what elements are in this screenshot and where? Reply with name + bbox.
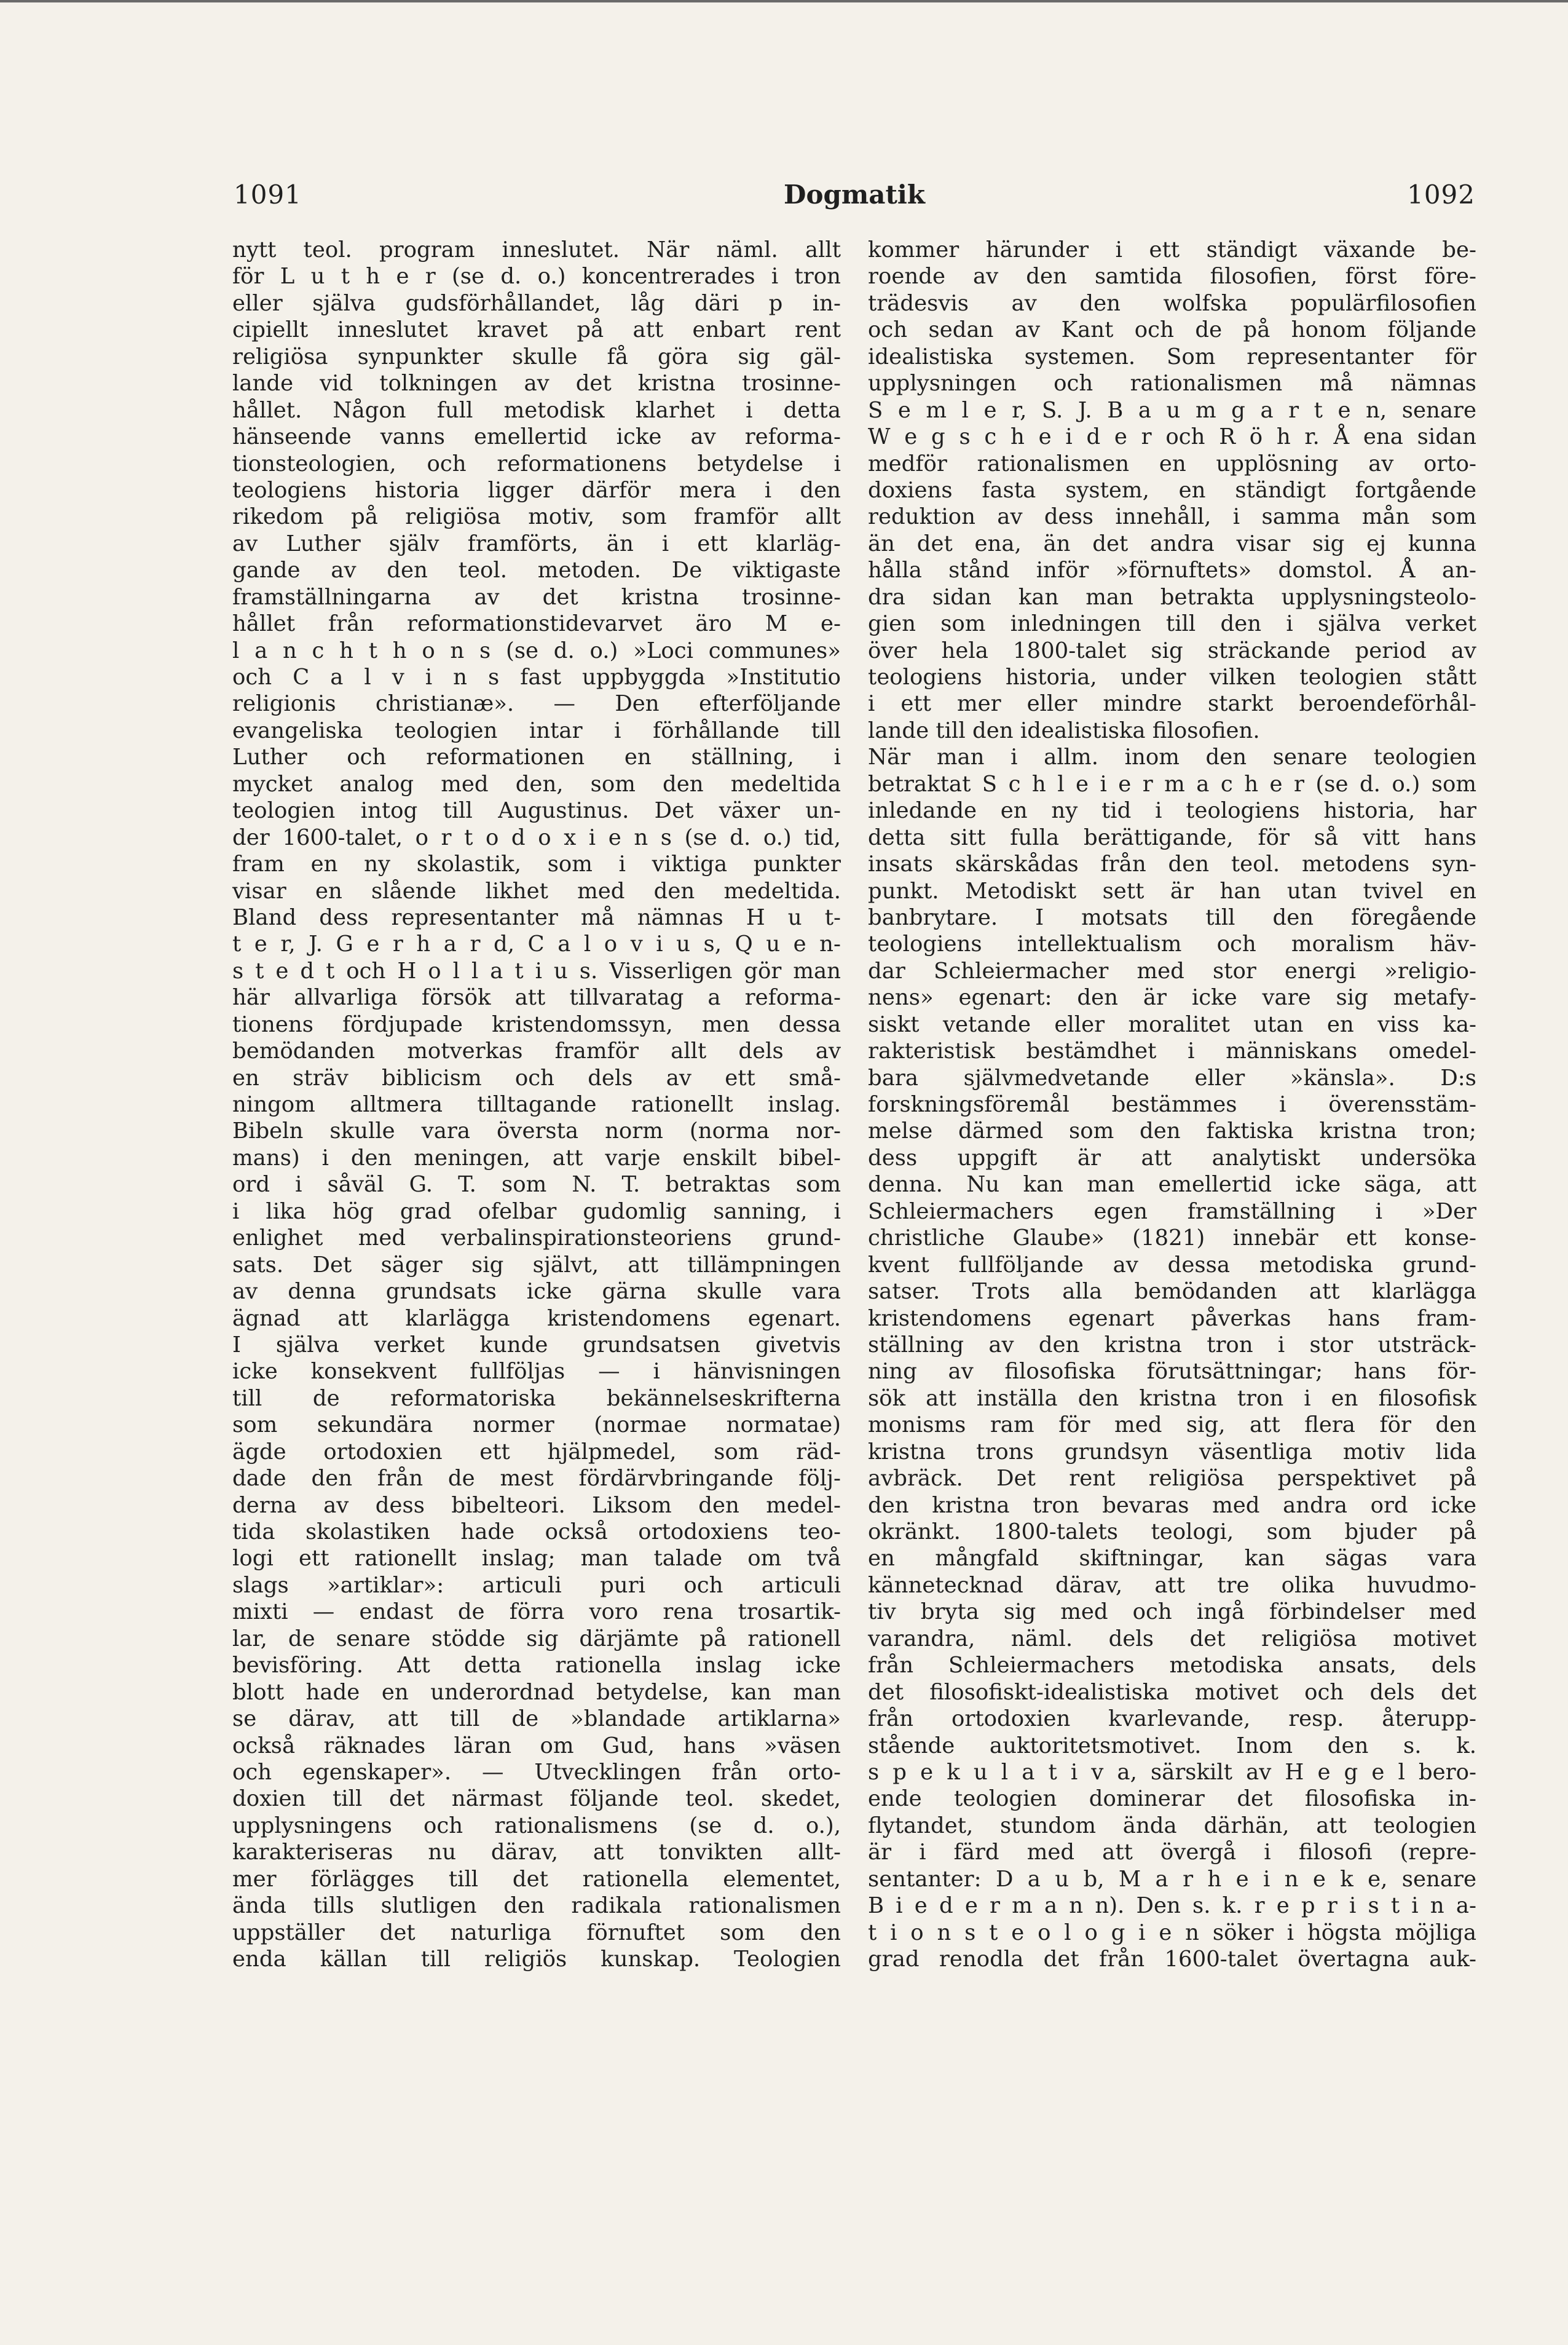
- text-line: ställning av den kristna tron i stor utsträck-: [868, 1332, 1476, 1358]
- text-line: ända tills slutligen den radikala rationalismen: [232, 1893, 841, 1919]
- text-line: här allvarliga försök att tillvaratag a reforma-: [232, 985, 841, 1011]
- text-line: punkt. Metodiskt sett är han utan tvivel en: [868, 878, 1476, 904]
- text-line: från ortodoxien kvarlevande, resp. återupp-: [868, 1706, 1476, 1732]
- text-line: slags »artiklar»: articuli puri och articuli: [232, 1572, 841, 1598]
- text-line: betraktat S c h l e i e r m a c h e r (se d. o.) som: [868, 771, 1476, 797]
- text-line: dade den från de mest fördärvbringande följ-: [232, 1466, 841, 1492]
- text-line: sentanter: D a u b, M a r h e i n e k e, senare: [868, 1866, 1476, 1892]
- text-line: ägde ortodoxien ett hjälpmedel, som räd-: [232, 1439, 841, 1465]
- text-line: blott hade en underordnad betydelse, kan man: [232, 1679, 841, 1705]
- text-line: s t e d t och H o l l a t i u s. Visserligen gör man: [232, 958, 841, 984]
- text-line: ord i såväl G. T. som N. T. betraktas som: [232, 1172, 841, 1198]
- text-line: stående auktoritetsmotivet. Inom den s. k.: [868, 1733, 1476, 1758]
- text-line: kristendomens egenart påverkas hans fram-: [868, 1305, 1476, 1331]
- text-line: i ett mer eller mindre starkt beroendeförhål-: [868, 691, 1476, 717]
- text-line: dess uppgift är att analytiskt undersöka: [868, 1145, 1476, 1171]
- text-line: det filosofiskt-idealistiska motivet och dels det: [868, 1679, 1476, 1705]
- text-line: medför rationalismen en upplösning av orto-: [868, 451, 1476, 477]
- text-line: hållet. Någon full metodisk klarhet i detta: [232, 397, 841, 423]
- text-line: visar en slående likhet med den medeltida.: [232, 878, 841, 904]
- text-line: flytandet, stundom ända därhän, att teologien: [868, 1813, 1476, 1838]
- text-line: denna. Nu kan man emellertid icke säga, att: [868, 1172, 1476, 1198]
- text-line: uppställer det naturliga förnuftet som den: [232, 1920, 841, 1945]
- text-line: Bibeln skulle vara översta norm (norma nor-: [232, 1118, 841, 1144]
- text-line: religiösa synpunkter skulle få göra sig gäl-: [232, 344, 841, 370]
- page-number-left: 1091: [234, 180, 302, 210]
- text-line: över hela 1800-talet sig sträckande period av: [868, 638, 1476, 663]
- text-line: lar, de senare stödde sig därjämte på rationell: [232, 1626, 841, 1651]
- text-line: der 1600-talet, o r t o d o x i e n s (se d. o.) tid,: [232, 825, 841, 850]
- text-line: gien som inledningen till den i själva verket: [868, 611, 1476, 637]
- text-line: nens» egenart: den är icke vare sig metafy-: [868, 985, 1476, 1011]
- text-line: tionsteologien, och reformationens betydelse i: [232, 451, 841, 477]
- text-line: mer förlägges till det rationella elementet,: [232, 1866, 841, 1892]
- text-line: kommer härunder i ett ständigt växande be-: [868, 237, 1476, 263]
- text-line: W e g s c h e i d e r och R ö h r. Å ena sidan: [868, 424, 1476, 450]
- text-line: evangeliska teologien intar i förhållande till: [232, 718, 841, 743]
- text-line: reduktion av dess innehåll, i samma mån som: [868, 504, 1476, 530]
- text-line: t i o n s t e o l o g i e n söker i högsta möjliga: [868, 1920, 1476, 1945]
- text-line: fram en ny skolastik, som i viktiga punkter: [232, 852, 841, 877]
- text-line: s p e k u l a t i v a, särskilt av H e g e l bero-: [868, 1759, 1476, 1785]
- text-line: hänseende vanns emellertid icke av reforma-: [232, 424, 841, 450]
- text-line: dra sidan kan man betrakta upplysningsteolo-: [868, 584, 1476, 610]
- text-line: teologien intog till Augustinus. Det växer un-: [232, 798, 841, 824]
- text-line: religionis christianæ». — Den efterföljande: [232, 691, 841, 717]
- text-line: logi ett rationellt inslag; man talade om två: [232, 1546, 841, 1572]
- text-line: ägnad att klarlägga kristendomens egenart.: [232, 1305, 841, 1331]
- text-line: mycket analog med den, som den medeltida: [232, 771, 841, 797]
- text-line: siskt vetande eller moralitet utan en viss ka-: [868, 1011, 1476, 1037]
- text-line: en mångfald skiftningar, kan sägas vara: [868, 1546, 1476, 1572]
- text-line: och C a l v i n s fast uppbyggda »Institutio: [232, 665, 841, 690]
- text-line: en sträv biblicism och dels av ett små-: [232, 1065, 841, 1091]
- text-line: som sekundära normer (normae normatae): [232, 1412, 841, 1438]
- text-line: den kristna tron bevaras med andra ord icke: [868, 1492, 1476, 1518]
- text-line: kvent fullföljande av dessa metodiska grund-: [868, 1252, 1476, 1278]
- text-line: teologiens historia ligger därför mera i den: [232, 477, 841, 503]
- text-line: rakteristisk bestämdhet i människans omedel-: [868, 1038, 1476, 1064]
- text-line: tionens fördjupade kristendomssyn, men dessa: [232, 1011, 841, 1037]
- text-line: B i e d e r m a n n). Den s. k. r e p r i s t i n a-: [868, 1893, 1476, 1919]
- page-header: [234, 180, 1475, 223]
- text-line: teologiens historia, under vilken teologien stått: [868, 665, 1476, 690]
- text-line: cipiellt inneslutet kravet på att enbart rent: [232, 317, 841, 343]
- text-line: också räknades läran om Gud, hans »väsen: [232, 1733, 841, 1758]
- text-line: sats. Det säger sig självt, att tillämpningen: [232, 1252, 841, 1278]
- text-line: idealistiska systemen. Som representanter för: [868, 344, 1476, 370]
- text-line: mans) i den meningen, att varje enskilt bibel-: [232, 1145, 841, 1171]
- text-line: tida skolastiken hade också ortodoxiens teo-: [232, 1519, 841, 1544]
- text-line: monisms ram för med sig, att flera för den: [868, 1412, 1476, 1438]
- text-line: l a n c h t h o n s (se d. o.) »Loci communes»: [232, 638, 841, 663]
- text-line: banbrytare. I motsats till den föregående: [868, 904, 1476, 930]
- text-line: rikedom på religiösa motiv, som framför allt: [232, 504, 841, 530]
- text-line: lande vid tolkningen av det kristna trosinne-: [232, 371, 841, 397]
- text-line: upplysningens och rationalismens (se d. o.),: [232, 1813, 841, 1838]
- text-line: och egenskaper». — Utvecklingen från orto-: [232, 1759, 841, 1785]
- text-line: doxiens fasta system, en ständigt fortgående: [868, 477, 1476, 503]
- text-line: varandra, näml. dels det religiösa motivet: [868, 1626, 1476, 1651]
- text-line: upplysningen och rationalismen må nämnas: [868, 371, 1476, 397]
- text-line: ningom alltmera tilltagande rationellt inslag.: [232, 1092, 841, 1117]
- text-line: trädesvis av den wolfska populärfilosofien: [868, 290, 1476, 316]
- text-line: för L u t h e r (se d. o.) koncentrerades i tron: [232, 264, 841, 290]
- page-number-right: 1092: [1407, 180, 1475, 210]
- text-line: hållet från reformationstidevarvet äro M e-: [232, 611, 841, 637]
- text-line: icke konsekvent fullföljas — i hänvisningen: [232, 1359, 841, 1385]
- text-line: gande av den teol. metoden. De viktigaste: [232, 558, 841, 583]
- text-line: bemödanden motverkas framför allt dels av: [232, 1038, 841, 1064]
- text-line: inledande en ny tid i teologiens historia, har: [868, 798, 1476, 824]
- text-line: forskningsföremål bestämmes i överensstäm-: [868, 1092, 1476, 1117]
- text-line: detta sitt fulla berättigande, för så vitt hans: [868, 825, 1476, 850]
- text-line: enda källan till religiös kunskap. Teologien: [232, 1947, 841, 1972]
- text-line: från Schleiermachers metodiska ansats, dels: [868, 1653, 1476, 1679]
- text-line: insats skärskådas från den teol. metodens syn-: [868, 852, 1476, 877]
- text-line: av denna grundsats icke gärna skulle vara: [232, 1279, 841, 1305]
- text-line: nytt teol. program inneslutet. När näml. allt: [232, 237, 841, 263]
- text-line: Bland dess representanter må nämnas H u t-: [232, 904, 841, 930]
- text-line: bevisföring. Att detta rationella inslag icke: [232, 1653, 841, 1679]
- text-line: lande till den idealistiska filosofien.: [868, 718, 1260, 743]
- text-line: S e m l e r, S. J. B a u m g a r t e n, senare: [868, 397, 1476, 423]
- text-line: Luther och reformationen en ställning, i: [232, 745, 841, 770]
- left-column: [232, 237, 841, 1972]
- text-line: enlighet med verbalinspirationsteoriens grund-: [232, 1225, 841, 1251]
- text-line: okränkt. 1800-talets teologi, som bjuder på: [868, 1519, 1476, 1544]
- text-line: kristna trons grundsyn väsentliga motiv lida: [868, 1439, 1476, 1465]
- text-line: derna av dess bibelteori. Liksom den medel-: [232, 1492, 841, 1518]
- text-line: avbräck. Det rent religiösa perspektivet på: [868, 1466, 1476, 1492]
- text-line: hålla stånd inför »förnuftets» domstol. Å an-: [868, 558, 1476, 583]
- text-line: dar Schleiermacher med stor energi »religio-: [868, 958, 1476, 984]
- text-line: satser. Trots alla bemödanden att klarlägga: [868, 1279, 1476, 1305]
- text-line: När man i allm. inom den senare teologien: [868, 745, 1476, 770]
- text-line: är i färd med att övergå i filosofi (repre-: [868, 1840, 1476, 1865]
- text-line: av Luther själv framförts, än i ett klarläg-: [232, 531, 841, 556]
- text-line: i lika hög grad ofelbar gudomlig sanning, i: [232, 1198, 841, 1224]
- text-line: melse därmed som den faktiska kristna tron;: [868, 1118, 1476, 1144]
- right-column: [868, 237, 1476, 1972]
- text-line: grad renodla det från 1600-talet övertagna auk-: [868, 1947, 1476, 1972]
- text-line: christliche Glaube» (1821) innebär ett konse-: [868, 1225, 1476, 1251]
- text-line: till de reformatoriska bekännelseskrifterna: [232, 1385, 841, 1411]
- running-title: Dogmatik: [784, 180, 925, 210]
- text-line: Schleiermachers egen framställning i »Der: [868, 1198, 1476, 1224]
- text-line: se därav, att till de »blandade artiklarna»: [232, 1706, 841, 1732]
- text-line: doxien till det närmast följande teol. skedet,: [232, 1786, 841, 1812]
- text-line: I själva verket kunde grundsatsen givetvis: [232, 1332, 841, 1358]
- text-line: framställningarna av det kristna trosinne-: [232, 584, 841, 610]
- text-line: teologiens intellektualism och moralism häv-: [868, 931, 1476, 957]
- text-line: och sedan av Kant och de på honom följande: [868, 317, 1476, 343]
- text-line: karakteriseras nu därav, att tonvikten allt-: [232, 1840, 841, 1865]
- text-line: tiv bryta sig med och ingå förbindelser med: [868, 1599, 1476, 1625]
- scan-top-edge: [0, 0, 1568, 2]
- text-line: mixti — endast de förra voro rena trosartik-: [232, 1599, 841, 1625]
- text-line: eller själva gudsförhållandet, låg däri p in-: [232, 290, 841, 316]
- text-line: sök att inställa den kristna tron i en filosofisk: [868, 1385, 1476, 1411]
- text-line: t e r, J. G e r h a r d, C a l o v i u s, Q u e n-: [232, 931, 841, 957]
- text-line: roende av den samtida filosofien, först före-: [868, 264, 1476, 290]
- text-line: ende teologien dominerar det filosofiska in-: [868, 1786, 1476, 1812]
- text-line: ning av filosofiska förutsättningar; hans för-: [868, 1359, 1476, 1385]
- text-line: kännetecknad därav, att tre olika huvudmo-: [868, 1572, 1476, 1598]
- text-line: bara självmedvetande eller »känsla». D:s: [868, 1065, 1476, 1091]
- text-line: än det ena, än det andra visar sig ej kunna: [868, 531, 1476, 556]
